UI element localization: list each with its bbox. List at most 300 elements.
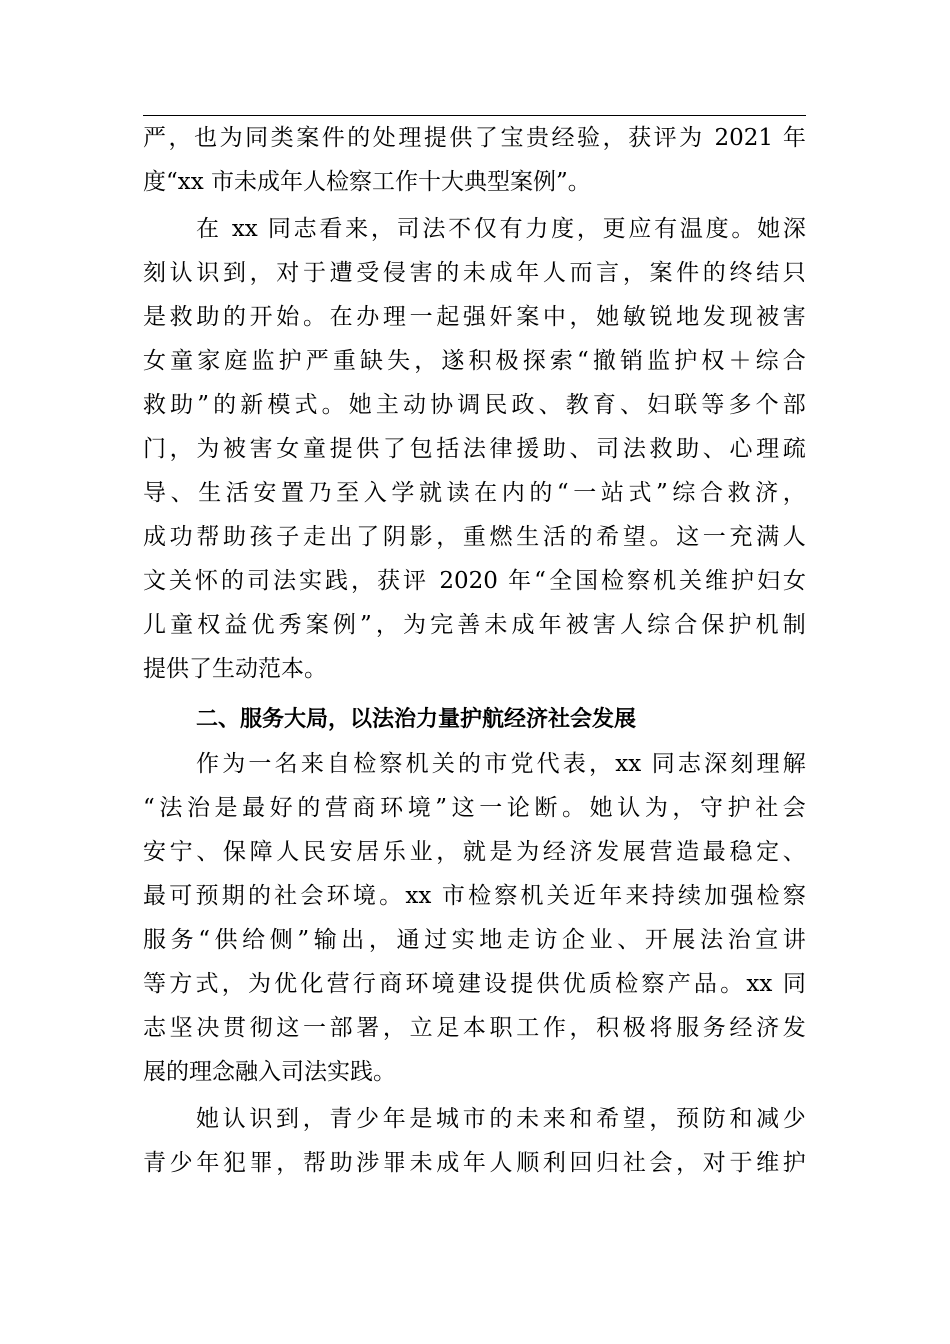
line-glyph: 供 [536, 971, 560, 997]
line-glyph: 索 [549, 348, 573, 374]
line-glyph: 律 [489, 436, 513, 462]
line-glyph: 署 [356, 1015, 380, 1041]
body-line [143, 962, 806, 1006]
line-glyph: 贯 [222, 1015, 246, 1041]
line-glyph: 育 [592, 392, 616, 418]
line-glyph: 年 [538, 612, 562, 638]
line-glyph: 全 [548, 568, 572, 594]
body-line [143, 383, 806, 427]
line-glyph: 。 [720, 971, 744, 997]
line-glyph: 她 [348, 392, 372, 418]
line-glyph: 生 [198, 480, 222, 506]
line-glyph: 察 [379, 751, 403, 777]
line-glyph: 。 [731, 216, 755, 242]
line-glyph: 建 [457, 971, 481, 997]
line-glyph: 通 [396, 927, 420, 953]
line-glyph: 的 [297, 795, 321, 821]
line-glyph: 儿 [143, 612, 166, 638]
line-glyph: 法 [462, 436, 486, 462]
line-glyph: 的 [529, 480, 553, 506]
line-glyph: 稳 [729, 839, 753, 865]
line-glyph: 一 [248, 751, 272, 777]
line-glyph: ， [569, 1015, 593, 1041]
line-glyph: 表 [562, 751, 586, 777]
line-glyph: 案 [516, 304, 540, 330]
line-glyph: 被 [565, 612, 589, 638]
line-glyph: 救 [649, 436, 673, 462]
line-glyph: 察 [626, 568, 650, 594]
line-glyph: 理 [398, 125, 422, 151]
line-glyph: 社 [622, 1150, 646, 1176]
line-glyph: 童 [302, 436, 326, 462]
line-glyph: 经 [551, 125, 575, 151]
line-glyph: 工 [516, 1015, 540, 1041]
line-glyph: 政 [511, 392, 535, 418]
line-glyph: 地 [676, 304, 700, 330]
line-glyph: 人 [489, 1150, 513, 1176]
line-glyph: 济 [569, 839, 593, 865]
line-glyph: ” [656, 480, 668, 506]
line-glyph: ， [649, 1106, 673, 1132]
body-line [143, 603, 806, 647]
line-glyph: 权 [197, 612, 221, 638]
line-glyph: 一 [302, 1015, 326, 1041]
line-glyph: 度 [705, 216, 729, 242]
line-glyph: 会 [300, 883, 324, 909]
line-glyph: 、 [196, 839, 220, 865]
line-glyph: 来 [625, 883, 649, 909]
line-glyph: 产 [667, 971, 691, 997]
line-glyph: 只 [782, 260, 806, 286]
line-glyph: 到 [276, 1106, 300, 1132]
line-glyph: ， [436, 524, 460, 550]
line-glyph: 家 [197, 348, 221, 374]
line-glyph: 的 [347, 125, 371, 151]
line-glyph: 重 [332, 348, 356, 374]
line-glyph: 会 [649, 1150, 673, 1176]
line-glyph: ， [414, 348, 438, 374]
line-glyph: 供 [356, 436, 380, 462]
line-glyph: 导 [143, 480, 166, 506]
line-glyph: 望 [622, 1106, 646, 1132]
line-glyph: 合 [782, 348, 806, 374]
line-glyph: 部 [329, 1015, 353, 1041]
line-glyph: 撤 [592, 348, 616, 374]
line-glyph: 业 [409, 839, 433, 865]
line-glyph: 、 [620, 392, 644, 418]
line-glyph: 市 [484, 751, 508, 777]
line-glyph: 在 [474, 480, 498, 506]
line-glyph [429, 559, 436, 603]
line-glyph: xx [405, 883, 439, 909]
line-glyph: 理 [382, 304, 406, 330]
line-glyph: 心 [729, 436, 753, 462]
line-glyph: 式 [628, 480, 652, 506]
line-glyph: 调 [457, 392, 481, 418]
line-glyph: 乐 [382, 839, 406, 865]
line-glyph: 年 [196, 1150, 220, 1176]
line-glyph: 害 [592, 612, 616, 638]
line-glyph: 最 [702, 839, 726, 865]
line-glyph: 民 [484, 392, 508, 418]
line-glyph: 作 [196, 751, 219, 777]
line-glyph: 充 [729, 524, 753, 550]
line-glyph: 开 [644, 927, 668, 953]
line-glyph: 贵 [525, 125, 549, 151]
line-glyph: 年 [508, 568, 532, 594]
line-glyph: 本 [462, 1015, 486, 1041]
line-glyph: 社 [274, 883, 298, 909]
line-glyph: 遭 [329, 260, 353, 286]
body-line [196, 742, 806, 786]
line-glyph: 检 [468, 883, 492, 909]
line-glyph: 决 [196, 1015, 220, 1041]
line-glyph: 更 [602, 216, 626, 242]
line-glyph: 宁 [169, 839, 193, 865]
line-glyph: 人 [542, 260, 566, 286]
line-glyph: 护 [728, 612, 752, 638]
line-glyph: 济 [755, 480, 779, 506]
line-glyph: 察 [782, 883, 806, 909]
line-glyph: 犯 [222, 1150, 246, 1176]
line-glyph: 司 [596, 436, 620, 462]
line-glyph: 市 [441, 883, 465, 909]
line-glyph: 察 [641, 971, 665, 997]
line-glyph: 了 [382, 436, 406, 462]
line-glyph: 起 [436, 304, 460, 330]
line-glyph: 她 [757, 216, 781, 242]
line-glyph: 疏 [782, 436, 806, 462]
line-glyph: 国 [574, 568, 598, 594]
line-glyph: 定 [756, 839, 780, 865]
line-glyph: 机 [652, 568, 676, 594]
line-glyph: 造 [676, 839, 700, 865]
line-glyph: 2021 [714, 125, 781, 151]
line-glyph: 为 [196, 436, 220, 462]
line-glyph: 。 [562, 795, 586, 821]
line-glyph: 党 [510, 751, 534, 777]
line-glyph: 年 [516, 260, 540, 286]
line-glyph: 和 [569, 1106, 593, 1132]
line-glyph: 积 [596, 1015, 620, 1041]
line-glyph: 志 [677, 751, 701, 777]
line-glyph: 模 [267, 392, 291, 418]
line-glyph: 职 [489, 1015, 513, 1041]
line-glyph: 作 [542, 1015, 566, 1041]
line-glyph: 助 [542, 436, 566, 462]
line-glyph: 立 [409, 1015, 433, 1041]
line-glyph: 现 [729, 304, 753, 330]
line-glyph: 理 [756, 751, 780, 777]
line-glyph: 到 [222, 260, 246, 286]
line-glyph: 助 [196, 304, 220, 330]
line-glyph: 机 [405, 751, 429, 777]
line-glyph: 守 [700, 795, 723, 821]
line-glyph: 、 [170, 480, 194, 506]
line-glyph: 、 [782, 839, 806, 865]
line-glyph: 预 [195, 883, 219, 909]
line-glyph: 会 [782, 795, 806, 821]
line-glyph: 人 [276, 839, 300, 865]
line-glyph: 积 [468, 348, 492, 374]
line-glyph: 女 [276, 436, 300, 462]
line-glyph: 侧 [269, 927, 293, 953]
line-glyph: 青 [143, 1150, 166, 1176]
line-glyph: 权 [701, 348, 725, 374]
line-glyph: 理 [756, 436, 780, 462]
line-glyph: ， [622, 260, 646, 286]
line-glyph: 期 [221, 883, 245, 909]
line-glyph: 有 [499, 216, 523, 242]
line-glyph: 庭 [224, 348, 248, 374]
line-glyph: 锐 [649, 304, 673, 330]
line-glyph: 终 [729, 260, 753, 286]
line-glyph: 门 [143, 436, 166, 462]
line-glyph: 发 [596, 839, 620, 865]
line-glyph: 满 [756, 524, 780, 550]
line-glyph: 深 [704, 751, 728, 777]
line-glyph: 探 [522, 348, 546, 374]
line-glyph: 未 [516, 1106, 540, 1132]
line-glyph: 法 [422, 216, 446, 242]
line-glyph: 年 [599, 883, 623, 909]
line-glyph: 综 [672, 480, 696, 506]
line-glyph: 极 [495, 348, 519, 374]
line-glyph: ” [360, 612, 372, 638]
line-glyph: 影 [409, 524, 433, 550]
line-glyph: xx [231, 216, 266, 242]
line-glyph: 讲 [782, 927, 806, 953]
line-glyph: 提 [510, 971, 534, 997]
line-glyph: 望 [622, 524, 646, 550]
line-glyph: 发 [782, 1015, 806, 1041]
line-glyph: 是 [143, 304, 166, 330]
line-glyph: 成 [436, 1150, 460, 1176]
line-glyph: 坚 [169, 1015, 193, 1041]
line-glyph: 助 [329, 1150, 353, 1176]
line-glyph: 被 [222, 436, 246, 462]
line-glyph: 对 [702, 1150, 726, 1176]
body-line [143, 786, 806, 830]
line-glyph: 市 [462, 1106, 486, 1132]
line-glyph: 认 [169, 260, 193, 286]
line-glyph: 断 [534, 795, 558, 821]
line-glyph: 来 [300, 751, 324, 777]
line-glyph: 最 [242, 795, 266, 821]
line-glyph: 监 [251, 348, 275, 374]
line-glyph: 学 [391, 480, 415, 506]
line-glyph: 减 [756, 1106, 780, 1132]
line-glyph: 一 [573, 480, 597, 506]
line-glyph: 关 [678, 568, 702, 594]
body-line [143, 1006, 806, 1050]
line-glyph: 女 [143, 348, 166, 374]
line-glyph: 被 [756, 304, 780, 330]
line-glyph: 发 [702, 304, 726, 330]
line-glyph: 怀 [195, 568, 218, 594]
line-glyph: 读 [446, 480, 470, 506]
line-glyph: 善 [457, 612, 481, 638]
line-glyph: 实 [451, 927, 475, 953]
line-glyph: 认 [222, 1106, 246, 1132]
line-glyph: 境 [407, 795, 431, 821]
line-glyph: 子 [276, 524, 300, 550]
body-line [143, 515, 806, 559]
line-glyph: 于 [729, 1150, 753, 1176]
line-glyph: 法 [700, 927, 723, 953]
line-glyph: 的 [489, 1106, 513, 1132]
line-glyph: 供 [214, 927, 238, 953]
line-glyph: 出 [329, 524, 353, 550]
line-glyph: xx [746, 971, 780, 997]
line-glyph: 验 [577, 125, 601, 151]
line-glyph: 城 [436, 1106, 460, 1132]
line-glyph: 防 [702, 1106, 726, 1132]
line-glyph: 包 [409, 436, 433, 462]
line-glyph: 察 [494, 883, 518, 909]
body-line [143, 427, 806, 471]
body-line [143, 1141, 806, 1185]
line-glyph: 助 [676, 436, 700, 462]
line-glyph: 营 [649, 839, 673, 865]
line-glyph: 安 [253, 480, 277, 506]
line-glyph: 近 [573, 883, 597, 909]
line-glyph: 刻 [143, 260, 166, 286]
line-glyph: 置 [280, 480, 304, 506]
line-glyph: 设 [484, 971, 508, 997]
line-glyph: 未 [409, 1150, 433, 1176]
line-glyph: 、 [617, 927, 641, 953]
line-glyph: 来 [542, 1106, 566, 1132]
line-glyph: 动 [403, 392, 427, 418]
line-glyph: 救 [727, 480, 751, 506]
line-glyph: 给 [242, 927, 266, 953]
line-glyph: 乃 [308, 480, 332, 506]
line-glyph: 深 [782, 216, 806, 242]
line-glyph: 同 [267, 216, 291, 242]
line-glyph: 害 [409, 260, 433, 286]
line-glyph: 开 [249, 304, 273, 330]
line-glyph: 少 [169, 1150, 193, 1176]
line-glyph: 就 [418, 480, 442, 506]
line-glyph: 这 [276, 1015, 300, 1041]
line-glyph: 检 [600, 568, 624, 594]
line-glyph: 成 [511, 612, 535, 638]
line-glyph: 、 [702, 436, 726, 462]
line-glyph: ， [370, 216, 394, 242]
line-glyph: 敏 [622, 304, 646, 330]
line-glyph: 式 [195, 971, 219, 997]
body-line [196, 1097, 806, 1141]
line-glyph: 主 [375, 392, 399, 418]
body-line [143, 295, 806, 339]
line-glyph: 关 [546, 883, 570, 909]
line-glyph: 少 [356, 1106, 380, 1132]
line-glyph: 环 [326, 883, 350, 909]
line-glyph: 治 [186, 795, 210, 821]
line-glyph: 而 [569, 260, 593, 286]
line-glyph: 始 [276, 304, 300, 330]
line-glyph: 获 [628, 125, 652, 151]
line-glyph: 过 [424, 927, 448, 953]
line-glyph: 等 [701, 392, 725, 418]
line-glyph: 展 [622, 839, 646, 865]
line-glyph: 维 [756, 1150, 780, 1176]
line-glyph: 就 [462, 839, 486, 865]
line-glyph: 有 [654, 216, 678, 242]
line-glyph: ， [676, 1150, 700, 1176]
body-line [143, 251, 806, 295]
line-glyph: 的 [458, 751, 482, 777]
line-glyph: 回 [569, 1150, 593, 1176]
line-glyph: 妇 [756, 568, 780, 594]
line-glyph: “ [534, 568, 546, 594]
line-glyph: 处 [372, 125, 396, 151]
line-glyph: 护 [674, 348, 698, 374]
line-glyph: ， [576, 216, 600, 242]
line-glyph: 质 [588, 971, 612, 997]
line-glyph: 评 [653, 125, 677, 151]
line-glyph: 方 [169, 971, 193, 997]
line-glyph: 这 [676, 524, 700, 550]
line-glyph: 联 [674, 392, 698, 418]
body-line [196, 207, 806, 251]
line-glyph: 供 [449, 125, 473, 151]
line-glyph: 人 [782, 524, 806, 550]
line-glyph: 罪 [382, 1150, 406, 1176]
line-glyph: 童 [170, 348, 194, 374]
line-glyph: ， [351, 568, 374, 594]
line-glyph: 的 [222, 304, 246, 330]
line-glyph: “ [198, 927, 210, 953]
line-glyph: ， [368, 927, 392, 953]
line-glyph: ， [221, 971, 245, 997]
line-glyph: 。 [649, 524, 673, 550]
line-glyph: 营 [324, 795, 348, 821]
line-glyph: 括 [436, 436, 460, 462]
body-line [143, 647, 806, 691]
line-glyph: 企 [562, 927, 586, 953]
line-glyph: 同 [651, 751, 675, 777]
line-glyph: 希 [596, 1106, 620, 1132]
line-glyph: 经 [542, 839, 566, 865]
line-glyph: 未 [462, 260, 486, 286]
line-glyph: 站 [600, 480, 624, 506]
line-glyph: 服 [676, 1015, 700, 1041]
line-glyph: 是 [489, 839, 513, 865]
line-glyph: 的 [436, 260, 460, 286]
line-glyph: ＋ [728, 348, 752, 374]
line-glyph: 件 [321, 125, 345, 151]
line-glyph: 例 [332, 612, 356, 638]
line-glyph: 为 [247, 971, 271, 997]
line-glyph: 活 [225, 480, 249, 506]
line-glyph: 活 [542, 524, 566, 550]
line-glyph: 商 [352, 795, 376, 821]
line-glyph: 合 [700, 480, 723, 506]
line-glyph: 的 [213, 392, 237, 418]
line-glyph: 志 [143, 1015, 166, 1041]
line-glyph: ， [672, 795, 696, 821]
line-glyph: 来 [345, 216, 369, 242]
line-glyph: 和 [729, 1106, 753, 1132]
line-glyph: 机 [520, 883, 544, 909]
section-heading: 二、服务大局，以法治力量护航经济社会发展 [196, 707, 637, 732]
line-glyph: 检 [353, 751, 377, 777]
line-glyph: 刻 [730, 751, 754, 777]
line-glyph: 年 [382, 1106, 406, 1132]
line-glyph: 助 [170, 392, 194, 418]
